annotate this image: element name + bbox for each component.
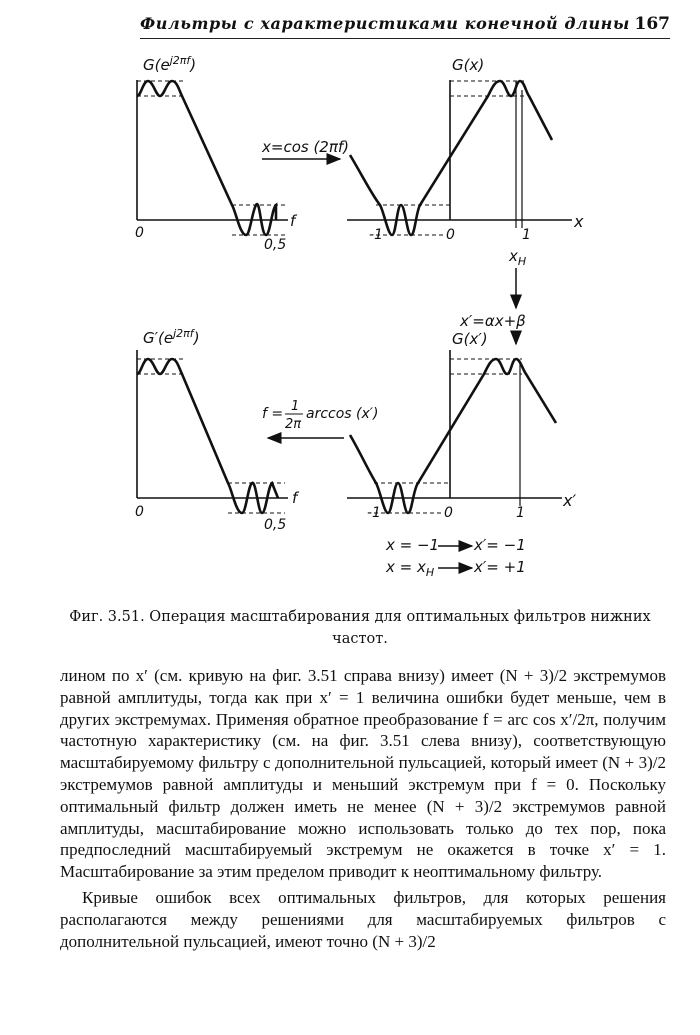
paragraph-1: лином по x′ (см. кривую на фиг. 3.51 справа внизу) имеет (N + 3)/2 экстремумов равной амплитуды, тогда как при x′ = 1 величина ошибки будет меньше, чем в других экстремумах. Применяя обратное преобразование f = arc cos x′/2π, получим частотную характеристику (см. на фиг. 3.51 слева внизу), соответствующую масштабируемому фильтру с дополнительной пульсацией, который имеет (N + 3)/2 экстремумов равной амплитуды и меньший экстремум при f = 0. Поскольку оптимальный фильтр должен иметь не менее (N + 3)/2 экстремумов равной амплитуды, масштабирование можно использовать только до тех пор, пока предпоследний масштабируемый экстремум не окажется в точке x′ = 1. Масштабирование за этим пределом приводит к неоптимальному фильтру. — [60, 666, 666, 882]
ylabel-g-x: G(x) — [452, 56, 485, 74]
xlabel-x-prime: x′ — [563, 491, 577, 510]
arccos-prefix: f = — [262, 406, 284, 422]
tick-0: 0 — [444, 505, 453, 521]
transform-arrow-cos — [261, 138, 349, 159]
paragraph-2: Кривые ошибок всех оптимальных фильтров, для которых решения располагаются между решениями для масштабируемых фильтров с дополнительной пульсацией, имеют точно (N + 3)/2 — [60, 887, 666, 951]
mapping1-rhs: x′= −1 — [474, 536, 526, 554]
transform-arrow-arccos — [262, 399, 378, 438]
mapping-equations — [385, 536, 526, 579]
page-number: 167 — [634, 14, 670, 34]
tick-0-5: 0,5 — [264, 237, 287, 253]
tick-0-5: 0,5 — [264, 517, 287, 533]
figure-3-51 — [0, 40, 700, 600]
tick-1: 1 — [516, 505, 525, 521]
caption-line-1: Фиг. 3.51. Операция масштабирования для оптимальных фильтров нижних — [69, 609, 651, 625]
figure-caption — [60, 606, 660, 650]
running-header — [140, 14, 670, 39]
running-title: Фильтры с характеристиками конечной длины — [140, 14, 630, 33]
cos-mapping-label: x=cos (2πf) — [262, 138, 350, 156]
mapping1-lhs: x = −1 — [386, 536, 440, 554]
panel-bottom-left — [135, 327, 300, 533]
mapping2-lhs: $x = x_H$ — [386, 558, 435, 579]
mapping2-rhs: x′= +1 — [474, 558, 526, 576]
scaled-frequency-response-curve — [137, 359, 278, 513]
scaled-error-curve — [350, 359, 556, 513]
tick-minus-1: -1 — [367, 505, 381, 521]
panel-top-right — [347, 56, 584, 268]
xlabel-f: f — [292, 489, 298, 507]
tick-minus-1: -1 — [369, 227, 383, 243]
fraction-numerator: 1 — [291, 399, 300, 414]
fraction-denominator: 2π — [285, 417, 302, 432]
body-text — [60, 665, 666, 952]
panel-bottom-right — [347, 330, 576, 521]
caption-line-2: частот. — [332, 631, 388, 647]
tick-0: 0 — [446, 227, 455, 243]
tick-0: 0 — [135, 225, 144, 241]
ylabel-g-e: $G(e^{j2\pi f})$ — [143, 54, 197, 74]
tick-1: 1 — [522, 227, 531, 243]
xlabel-f: f — [290, 212, 296, 230]
ylabel-g-x-prime: G(x′) — [452, 330, 488, 348]
linear-mapping-label: x′=αx+β — [460, 312, 526, 330]
ylabel-g-prime-e: $G'(e^{j2\pi f})$ — [143, 327, 200, 347]
xlabel-x: x — [574, 212, 584, 231]
frequency-response-curve — [137, 81, 276, 235]
xh-label: $x_H$ — [509, 247, 527, 268]
arccos-suffix: arccos (x′) — [306, 406, 379, 422]
tick-0: 0 — [135, 504, 144, 520]
